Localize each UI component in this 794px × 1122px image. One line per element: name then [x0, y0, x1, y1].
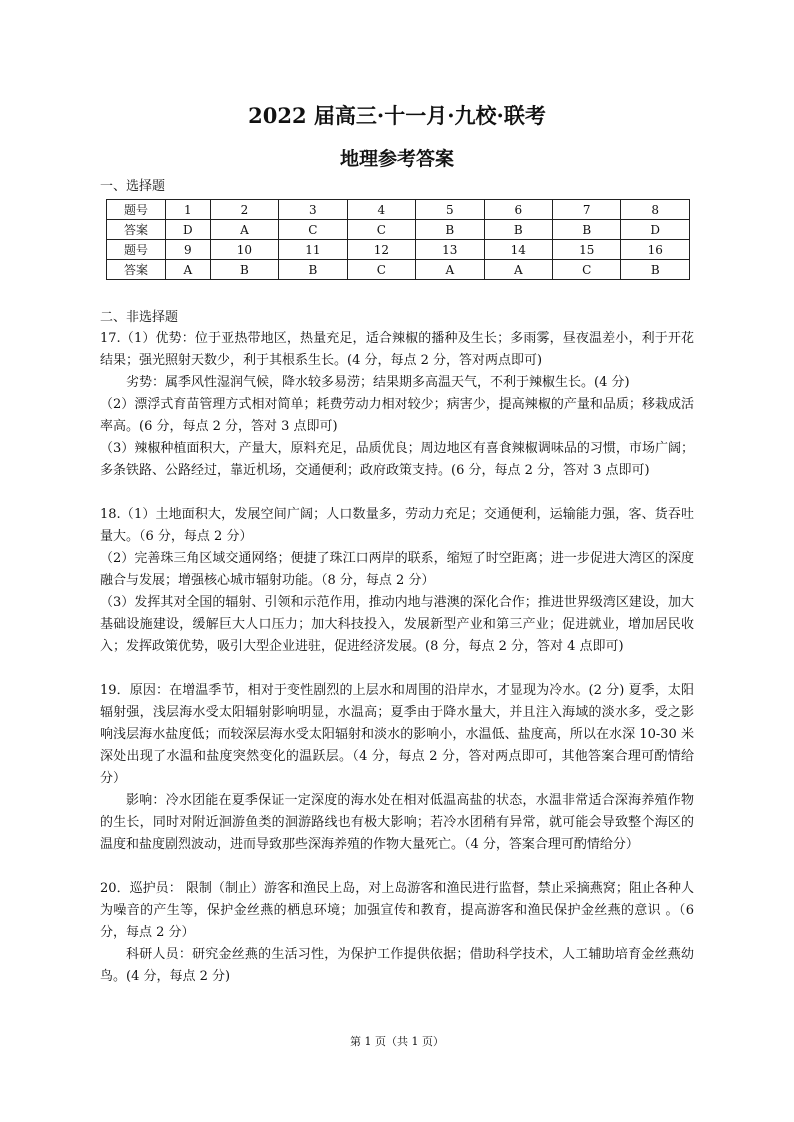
table-cell: C	[347, 260, 415, 280]
answer-table	[106, 199, 690, 280]
q18-part1: 18.（1）土地面积大，发展空间广阔；人口数量多，劳动力充足；交通便利，运输能力强，客、货吞吐量大。（6 分，每点 2 分）	[100, 507, 694, 544]
table-row	[107, 220, 690, 240]
table-cell: B	[484, 220, 552, 240]
page-subtitle: 地理参考答案	[339, 148, 454, 170]
q18-part2: （2）完善珠三角区域交通网络；便捷了珠江口两岸的联系，缩短了时空距离；进一步促进大湾区的深度融合与发展；增强核心城市辐射功能。（8 分，每点 2 分）	[100, 551, 694, 588]
table-row	[107, 200, 690, 220]
table-cell: 12	[347, 240, 415, 260]
table-cell: 6	[484, 200, 552, 220]
table-cell: 8	[621, 200, 690, 220]
table-cell: 10	[210, 240, 278, 260]
table-cell: 2	[210, 200, 278, 220]
table-cell: C	[553, 260, 621, 280]
table-cell: 3	[279, 200, 347, 220]
table-cell: 13	[416, 240, 484, 260]
table-cell: B	[621, 260, 690, 280]
table-row-label: 题号	[107, 240, 166, 260]
table-cell: 7	[553, 200, 621, 220]
q18-part3: （3）发挥其对全国的辐射、引领和示范作用，推动内地与港澳的深化合作；推进世界级湾区建设，加大基础设施建设，缓解巨大人口压力；加大科技投入，发展新型产业和第三产业；促进就业，增加居民收入；发挥政策优势，吸引大型企业进驻，促进经济发展。(8 分，每点 2 分，答对 4 点即可)	[100, 595, 694, 654]
table-row-label: 题号	[107, 200, 166, 220]
table-cell: B	[553, 220, 621, 240]
table-row-label: 答案	[107, 260, 166, 280]
table-cell: A	[484, 260, 552, 280]
q19-reason: 19．原因：在增温季节，相对于变性剧烈的上层水和周围的沿岸水，才显现为冷水。(2 分) 夏季，太阳辐射强，浅层海水受太阳辐射影响明显，水温高；夏季由于降水量大，并且注入海域的淡水多，受之影响浅层海水盐度低；而较深层海水受太阳辐射和淡水的影响小，水温低、盐度高，所以在水深 10-30 米深处出现了水温和盐度突然变化的温跃层。（4 分，每点 2 分，答对两点即可，其他答案合理可酌情给分）	[100, 683, 694, 786]
q20-ranger: 20．巡护员： 限制（制止）游客和渔民上岛，对上岛游客和渔民进行监督，禁止采摘燕窝；阻止各种人为噪音的产生等，保护金丝燕的栖息环境；加强宣传和教育，提高游客和渔民保护金丝燕的意识 。（6 分，每点 2 分）	[100, 881, 694, 940]
table-cell: A	[166, 260, 211, 280]
table-cell: A	[210, 220, 278, 240]
page-footer: 第 1 页（共 1 页）	[350, 1035, 444, 1048]
table-cell: 11	[279, 240, 347, 260]
answer-body	[100, 328, 694, 988]
table-cell: 16	[621, 240, 690, 260]
q17-part1: 17.（1）优势：位于亚热带地区，热量充足，适合辣椒的播种及生长；多雨雾，昼夜温差小，利于开花结果；强光照射天数少，利于其根系生长。(4 分，每点 2 分，答对两点即可)	[100, 331, 694, 368]
table-cell: B	[210, 260, 278, 280]
table-cell: B	[279, 260, 347, 280]
table-cell: 14	[484, 240, 552, 260]
table-cell: 15	[553, 240, 621, 260]
table-row	[107, 240, 690, 260]
table-row	[107, 260, 690, 280]
table-cell: 4	[347, 200, 415, 220]
table-cell: 1	[166, 200, 211, 220]
q19-impact: 影响：冷水团能在夏季保证一定深度的海水处在相对低温高盐的状态，水温非常适合深海养殖作物的生长，同时对附近洄游鱼类的洄游路线也有极大影响；若冷水团稍有异常，就可能会导致整个海区的温度和盐度剧烈波动，进而导致那些深海养殖的作物大量死亡。（4 分，答案合理可酌情给分）	[100, 793, 694, 852]
spacer	[100, 856, 694, 878]
q17-disadvantage: 劣势：属季风性湿润气候，降水较多易涝；结果期多高温天气，不利于辣椒生长。(4 分)	[126, 375, 630, 390]
table-cell: 9	[166, 240, 211, 260]
table-cell: D	[166, 220, 211, 240]
q17-part3: （3）辣椒种植面积大，产量大，原料充足，品质优良；周边地区有喜食辣椒调味品的习惯，市场广阔；多条铁路、公路经过，靠近机场，交通便利；政府政策支持。(6 分，每点 2 分，答对 3 点即可)	[100, 441, 694, 478]
table-cell: D	[621, 220, 690, 240]
table-cell: B	[416, 220, 484, 240]
table-cell: 5	[416, 200, 484, 220]
q20-researcher: 科研人员：研究金丝燕的生活习性，为保护工作提供依据；借助科学技术，人工辅助培育金丝燕幼鸟。(4 分，每点 2 分)	[100, 947, 694, 984]
table-cell: C	[279, 220, 347, 240]
section-heading-nonchoice: 二、非选择题	[100, 310, 179, 325]
spacer	[100, 658, 694, 680]
table-cell: A	[416, 260, 484, 280]
table-cell: C	[347, 220, 415, 240]
q17-part2: （2）漂浮式育苗管理方式相对简单；耗费劳动力相对较少；病害少，提高辣椒的产量和品质；移栽成活率高。(6 分，每点 2 分，答对 3 点即可)	[100, 397, 694, 434]
spacer	[100, 482, 694, 504]
section-heading-choice: 一、选择题	[100, 179, 166, 194]
table-row-label: 答案	[107, 220, 166, 240]
page-title: 2022 届高三·十一月·九校·联考	[248, 103, 546, 128]
